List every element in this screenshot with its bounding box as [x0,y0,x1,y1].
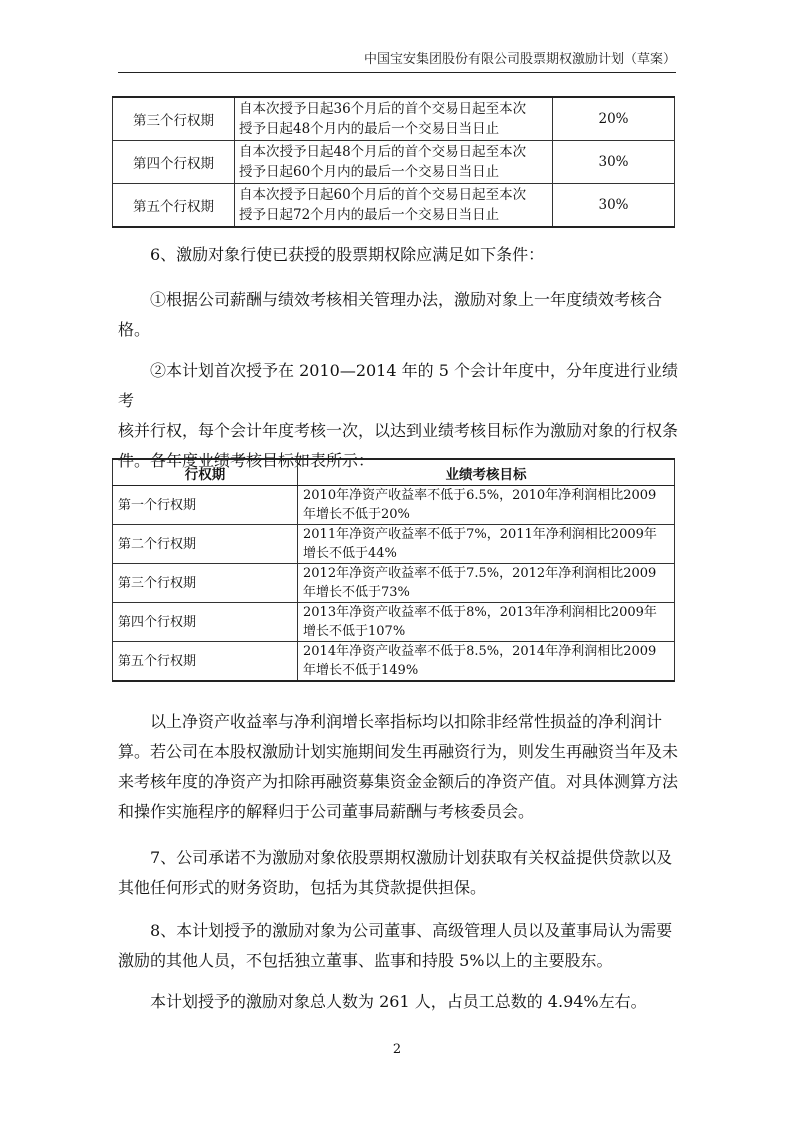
period-name-cell: 第五个行权期 [113,184,235,228]
table-row [113,525,675,564]
header-divider [118,72,676,73]
description-line: 自本次授予日起36个月后的首个交易日起至本次 [239,101,527,117]
period-name-cell: 第二个行权期 [113,525,298,564]
exercise-ratio-cell: 30% [553,141,675,184]
item-8-paragraph: 8、本计划授予的激励对象为公司董事、高级管理人员以及董事局认为需要 激励的其他人员，不包括独立董事、监事和持股 5%以上的主要股东。 [118,921,673,970]
table-row [113,97,675,141]
period-name-cell: 第五个行权期 [113,642,298,682]
period-description-cell [235,97,553,141]
period-name-cell: 第三个行权期 [113,97,235,141]
period-name-cell: 第一个行权期 [113,486,298,525]
document-header-title: 中国宝安集团股份有限公司股票期权激励计划（草案） [363,52,676,67]
period-description-cell [235,141,553,184]
table-header-row [113,459,675,486]
performance-target-table [112,458,675,682]
table-row [113,486,675,525]
target-cell: 2011年净资产收益率不低于7%，2011年净利润相比2009年 增长不低于44% [298,525,675,564]
table-row [113,184,675,228]
period-name-cell: 第三个行权期 [113,564,298,603]
table-row [113,603,675,642]
period-column-header: 行权期 [113,459,298,486]
description-line: 授予日起48个月内的最后一个交易日当日止 [239,121,500,137]
description-line: 自本次授予日起48个月后的首个交易日起至本次 [239,144,527,160]
target-cell: 2010年净资产收益率不低于6.5%，2010年净利润相比2009 年增长不低于20% [298,486,675,525]
table-row [113,642,675,682]
target-column-header: 业绩考核目标 [298,459,675,486]
table-row [113,564,675,603]
exercise-ratio-cell: 30% [553,184,675,228]
description-line: 授予日起72个月内的最后一个交易日当日止 [239,207,500,223]
period-description-cell [235,184,553,228]
exercise-period-table [112,96,675,228]
target-cell: 2014年净资产收益率不低于8.5%，2014年净利润相比2009 年增长不低于149% [298,642,675,682]
target-cell: 2013年净资产收益率不低于8%，2013年净利润相比2009年 增长不低于107% [298,603,675,642]
indicator-note-paragraph: 以上净资产收益率与净利润增长率指标均以扣除非经常性损益的净利润计 算。若公司在本股权激励计划实施期间发生再融资行为，则发生再融资当年及未 来考核年度的净资产为扣除再融资募集资金金额后的净资产值。对具体测算方法 和操作实施程序的解释归于公司董事局薪酬与考核委员会。 [118,712,679,821]
exercise-ratio-cell: 20% [553,97,675,141]
target-cell: 2012年净资产收益率不低于7.5%，2012年净利润相比2009 年增长不低于73% [298,564,675,603]
condition-1-paragraph: ①根据公司薪酬与绩效考核相关管理办法，激励对象上一年度绩效考核合 格。 [118,290,663,339]
period-name-cell: 第四个行权期 [113,603,298,642]
description-line: 授予日起60个月内的最后一个交易日当日止 [239,164,500,180]
description-line: 自本次授予日起60个月后的首个交易日起至本次 [239,187,527,203]
table-row [113,141,675,184]
total-participants-paragraph: 本计划授予的激励对象总人数为 261 人，占员工总数的 4.94%左右。 [150,992,647,1011]
condition-2-paragraph: ②本计划首次授予在 2010—2014 年的 5 个会计年度中，分年度进行业绩考 核并行权，每个会计年度考核一次，以达到业绩考核目标作为激励对象的行权条 件。各年度业绩考核目标如表所示： [118,361,679,470]
page-number: 2 [392,1042,402,1057]
period-name-cell: 第四个行权期 [113,141,235,184]
item-6-paragraph: 6、激励对象行使已获授的股票期权除应满足如下条件： [150,245,545,264]
item-7-paragraph: 7、公司承诺不为激励对象依股票期权激励计划获取有关权益提供贷款以及 其他任何形式的财务资助，包括为其贷款提供担保。 [118,848,673,897]
